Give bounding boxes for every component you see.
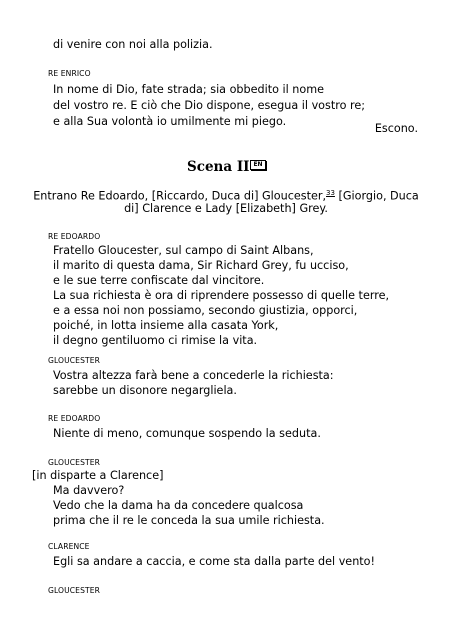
verse-line: Ma davvero?	[53, 484, 125, 497]
verse-line: e alla Sua volontà io umilmente mi piego.	[53, 115, 287, 128]
stage-direction-line: di] Clarence e Lady [Elizabeth] Grey.	[124, 202, 328, 215]
exit-direction: Escono.	[374, 122, 418, 135]
verse-line: il marito di questa dama, Sir Richard Grey, fu ucciso,	[53, 259, 349, 272]
verse-line: La sua richiesta è ora di riprendere possesso di quelle terre,	[53, 289, 390, 302]
stage-direction-text: [Giorgio, Duca	[334, 189, 419, 203]
stage-direction-text: Entrano Re Edoardo, [Riccardo, Duca di] Gloucester,	[33, 189, 327, 203]
verse-line: Vostra altezza farà bene a concederle la richiesta:	[53, 369, 334, 382]
verse-line: prima che il re le conceda la sua umile richiesta.	[53, 514, 325, 527]
aside-direction: [in disparte a Clarence]	[32, 469, 164, 482]
verse-line: Niente di meno, comunque sospendo la seduta.	[53, 427, 321, 440]
footnote-link[interactable]: 33	[326, 189, 335, 197]
verse-line: sarebbe un disonore negargliela.	[53, 384, 237, 397]
verse-line: poiché, in lotta insieme alla casata York,	[53, 319, 279, 332]
english-version-link[interactable]: EN	[250, 160, 266, 170]
speaker-name: GLOUCESTER	[48, 356, 101, 365]
verse-line: del vostro re. E ciò che Dio dispone, esegua il vostro re;	[53, 99, 366, 112]
verse-line: e a essa noi non possiamo, secondo giustizia, opporci,	[53, 304, 358, 317]
speaker-name: CLARENCE	[48, 542, 90, 551]
speaker-name: GLOUCESTER	[48, 458, 101, 467]
verse-line: In nome di Dio, fate strada; sia obbedito il nome	[53, 83, 325, 96]
speaker-name: GLOUCESTER	[48, 586, 101, 595]
speaker-name: RE EDOARDO	[48, 414, 101, 423]
verse-line: di venire con noi alla polizia.	[53, 38, 213, 51]
verse-line: Fratello Gloucester, sul campo di Saint Albans,	[53, 244, 314, 257]
verse-line: Egli sa andare a caccia, e come sta dalla parte del vento!	[53, 555, 376, 568]
verse-line: Vedo che la dama ha da concedere qualcosa	[53, 499, 304, 512]
verse-line: il degno gentiluomo ci rimise la vita.	[53, 334, 258, 347]
speaker-name: RE EDOARDO	[48, 232, 101, 241]
scene-title: Scena II	[187, 159, 250, 175]
speaker-name: RE ENRICO	[48, 69, 91, 78]
verse-line: e le sue terre confiscate dal vincitore.	[53, 274, 265, 287]
